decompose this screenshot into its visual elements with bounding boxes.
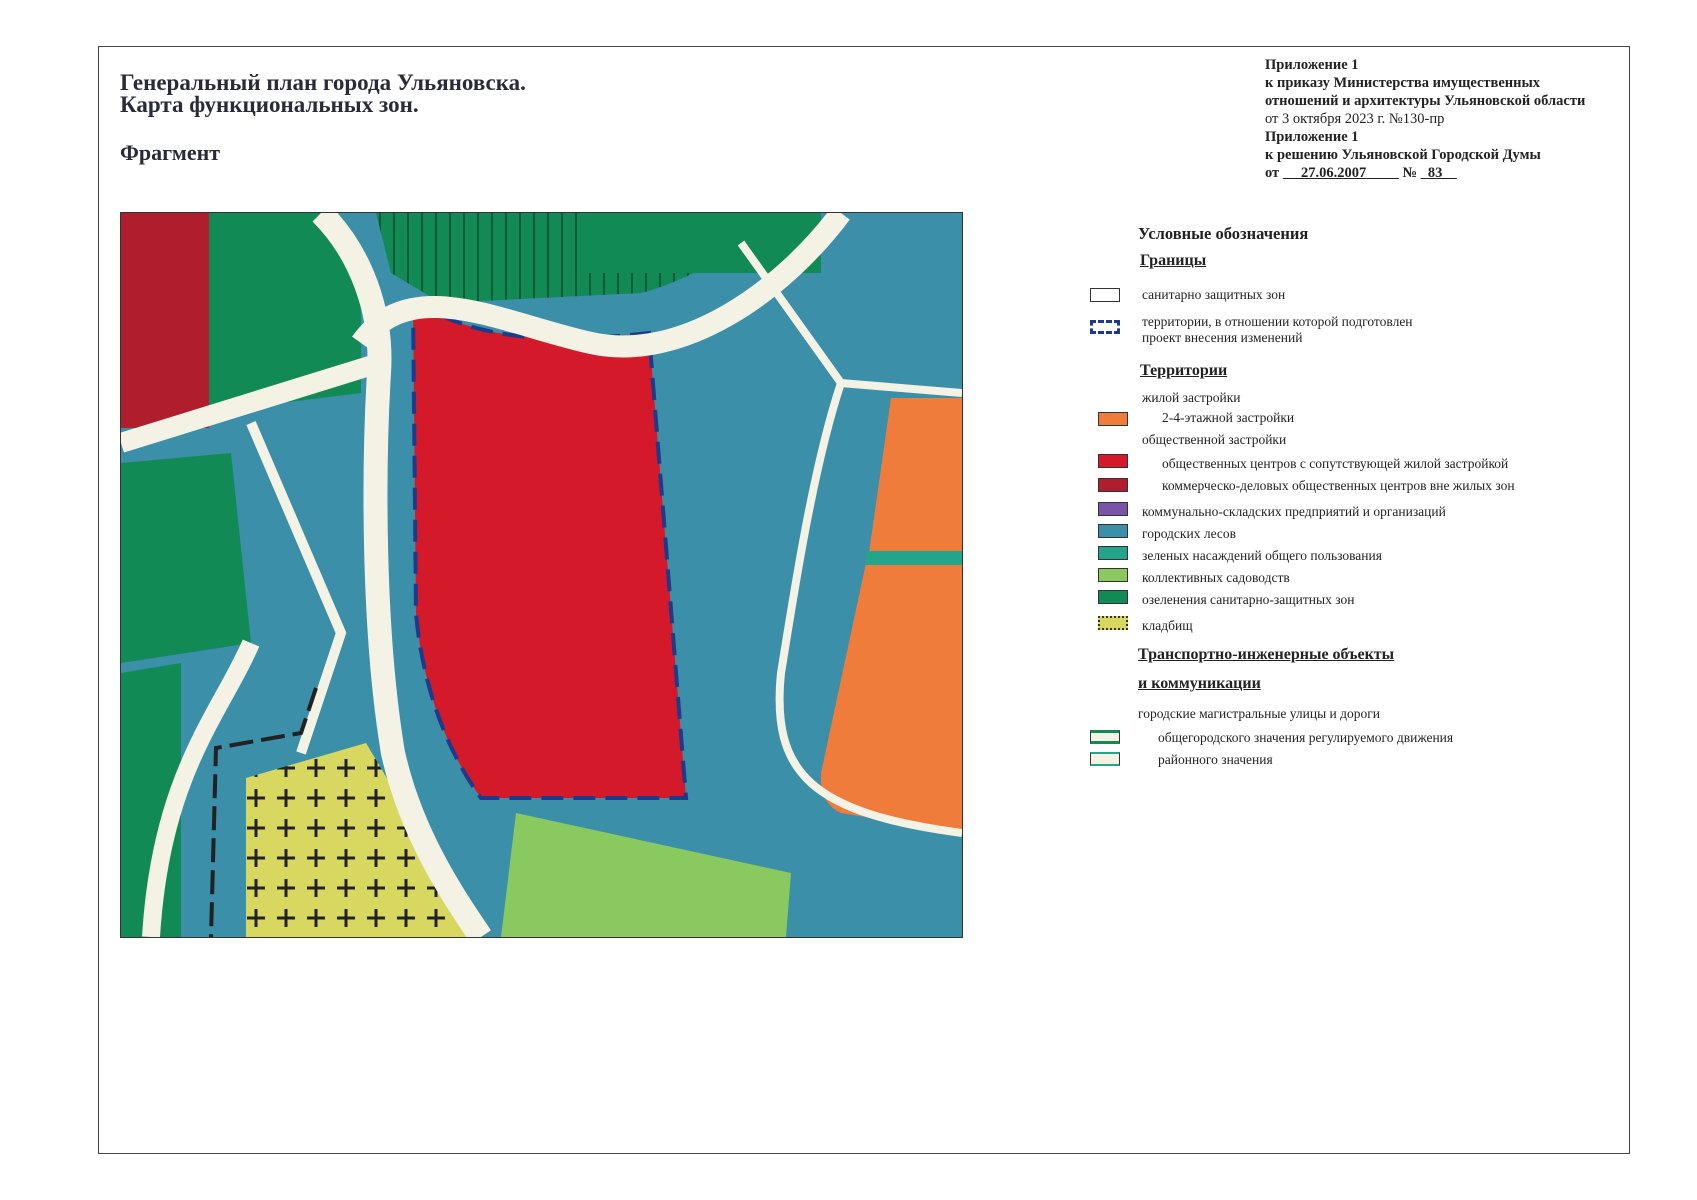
legend-label: общественной застройки (1142, 432, 1287, 447)
legend-swatch-gardens (1098, 568, 1128, 582)
legend-label: жилой застройки (1142, 390, 1241, 405)
legend-swatch-sanitary-green (1098, 590, 1128, 604)
legend-swatch-forest (1098, 524, 1128, 538)
legend-label: озеленения санитарно-защитных зон (1142, 592, 1355, 607)
legend-label: городских лесов (1142, 526, 1237, 541)
appendix-line: к приказу Министерства имущественных (1265, 75, 1541, 91)
legend-swatch-project-boundary (1090, 320, 1120, 334)
legend-swatch-public-centers (1098, 454, 1128, 468)
legend-label: городские магистральные улицы и дороги (1138, 706, 1381, 721)
legend-label: 2-4-этажной застройки (1162, 410, 1295, 425)
legend-title: Условные обозначения (1138, 224, 1309, 243)
legend-label: территории, в отношении которой подготовлен (1142, 314, 1413, 329)
zoning-map-canvas (121, 213, 962, 937)
legend-label: коммерческо-деловых общественных центров вне жилых зон (1162, 478, 1515, 493)
zone-public-centers (413, 301, 686, 798)
title-line-1: Генеральный план города Ульяновска. (120, 70, 526, 95)
appendix-line-decision (1265, 164, 1625, 182)
decision-prefix: от (1265, 165, 1280, 181)
title-line-2: Карта функциональных зон. (120, 92, 419, 117)
legend-label: коллективных садоводств (1142, 570, 1290, 585)
zone-green-strip-east (866, 551, 962, 565)
legend-section-boundaries: Границы (1140, 252, 1207, 269)
appendix-line: к решению Ульяновской Городской Думы (1265, 147, 1541, 163)
zone-commercial-business (121, 213, 209, 428)
legend-label: кладбищ (1142, 618, 1193, 633)
legend-label: районного значения (1158, 752, 1273, 767)
legend-label: коммунально-складских предприятий и организаций (1142, 504, 1446, 519)
legend-swatch-green-public (1098, 546, 1128, 560)
appendix-line: от 3 октября 2023 г. №130-пр (1265, 111, 1445, 127)
legend-label: зеленых насаждений общего пользования (1142, 548, 1382, 563)
appendix-line: Приложение 1 (1265, 129, 1359, 145)
legend-swatch-residential (1098, 412, 1128, 426)
legend-section-territories: Территории (1140, 362, 1228, 379)
decision-date (1283, 165, 1399, 181)
legend-section-transport-2: и коммуникации (1138, 675, 1261, 692)
legend-label: проект внесения изменений (1142, 330, 1303, 345)
legend-swatch-sanitary-boundary (1090, 288, 1120, 302)
legend-swatch-road-city (1090, 730, 1120, 744)
page-title (120, 72, 526, 116)
legend-label: общегородского значения регулируемого движения (1158, 730, 1454, 745)
legend-section-transport: Транспортно-инженерные объекты (1138, 646, 1395, 663)
fragment-label: Фрагмент (120, 140, 221, 165)
appendix-block (1265, 56, 1625, 182)
decision-number (1421, 165, 1457, 181)
legend-swatch-commercial (1098, 478, 1128, 492)
zone-sanitary-green-left (121, 453, 251, 663)
zoning-map (120, 212, 963, 938)
appendix-line: Приложение 1 (1265, 57, 1359, 73)
legend-label: общественных центров с сопутствующей жилой застройкой (1162, 456, 1509, 471)
legend-swatch-cemetery (1098, 616, 1128, 630)
legend-swatch-road-district (1090, 752, 1120, 766)
decision-date-value: 27.06.2007 (1300, 165, 1367, 181)
legend-label: санитарно защитных зон (1142, 287, 1286, 302)
legend-swatch-communal (1098, 502, 1128, 516)
decision-number-value: 83 (1427, 165, 1443, 181)
decision-no-label: № (1402, 165, 1418, 181)
appendix-line: отношений и архитектуры Ульяновской области (1265, 93, 1586, 109)
